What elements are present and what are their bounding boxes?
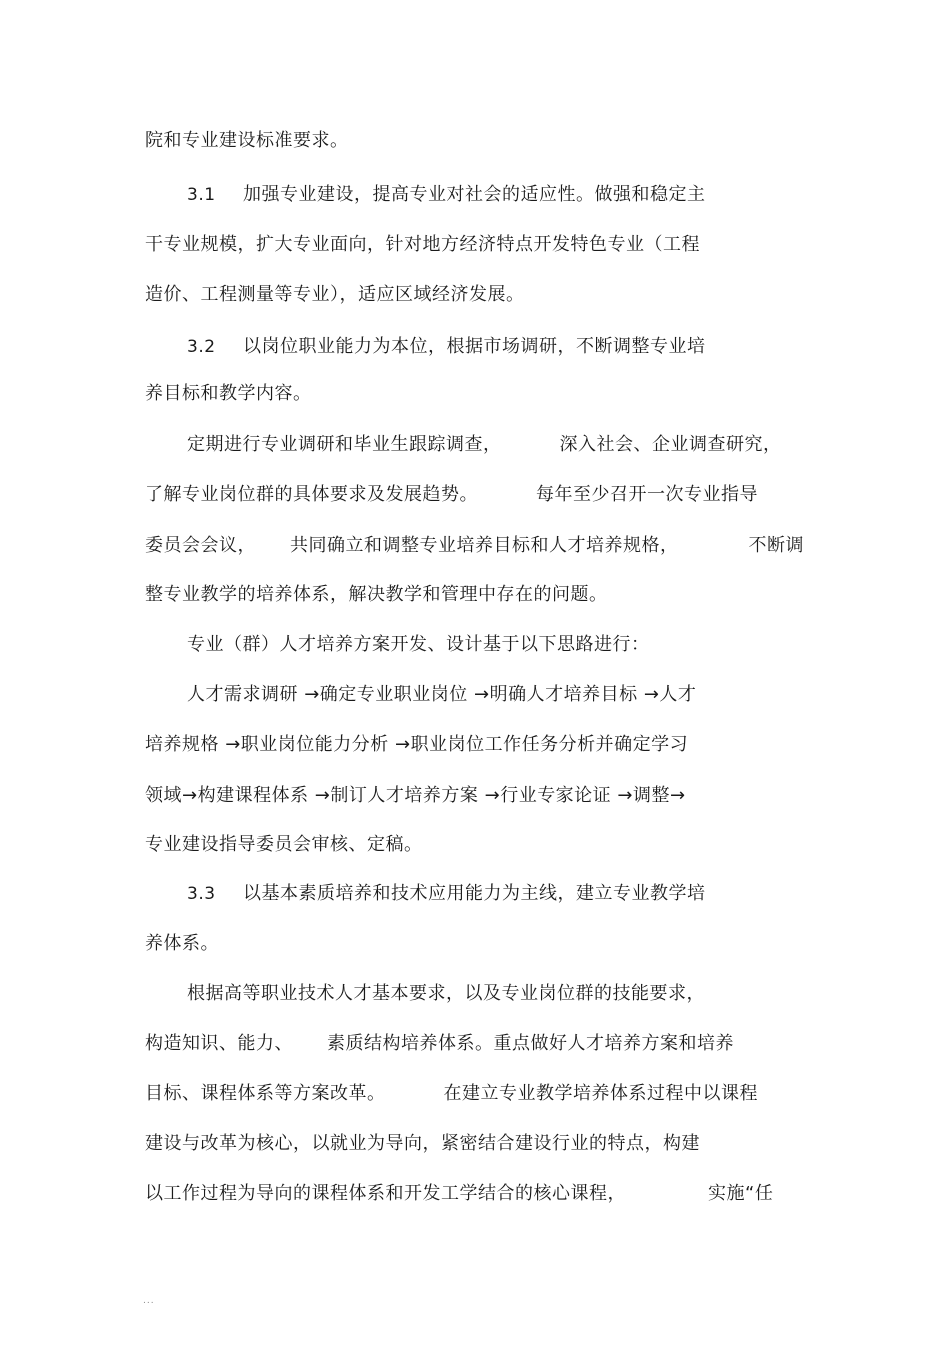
section-heading-3-3: 3.3 以基本素质培养和技术应用能力为主线，建立专业教学培 xyxy=(187,883,706,904)
paragraph-line: 建设与改革为核心，以就业为导向，紧密结合建设行业的特点，构建 xyxy=(145,1133,700,1154)
section-heading-3-1: 3.1 加强专业建设，提高专业对社会的适应性。做强和稳定主 xyxy=(187,184,706,205)
paragraph-line: 造价、工程测量等专业），适应区域经济发展。 xyxy=(145,284,525,305)
section-number: 3.2 xyxy=(187,337,216,357)
paragraph-line: 整专业教学的培养体系，解决教学和管理中存在的问题。 xyxy=(145,584,608,605)
paragraph-line: 养目标和教学内容。 xyxy=(145,383,312,404)
section-number: 3.3 xyxy=(187,884,216,904)
process-flow-line: 专业建设指导委员会审核、定稿。 xyxy=(145,834,423,855)
paragraph-line: 定期进行专业调研和毕业生跟踪调查， 深入社会、企业调查研究， xyxy=(187,434,782,455)
process-flow-line: 培养规格 →职业岗位能力分析 →职业岗位工作任务分析并确定学习 xyxy=(145,734,689,755)
paragraph-line: 目标、课程体系等方案改革。 在建立专业教学培养体系过程中以课程 xyxy=(145,1083,758,1104)
paragraph-line: 以工作过程为导向的课程体系和开发工学结合的核心课程， 实施“任 xyxy=(145,1183,774,1204)
paragraph-line: 专业（群）人才培养方案开发、设计基于以下思路进行： xyxy=(187,634,650,655)
process-flow-line: 人才需求调研 →确定专业职业岗位 →明确人才培养目标 →人才 xyxy=(187,684,697,705)
paragraph-line: 养体系。 xyxy=(145,933,219,954)
section-number: 3.1 xyxy=(187,185,216,205)
section-heading-3-2: 3.2 以岗位职业能力为本位，根据市场调研，不断调整专业培 xyxy=(187,336,706,357)
paragraph-line: 院和专业建设标准要求。 xyxy=(145,130,349,151)
paragraph-line: 构造知识、能力、 素质结构培养体系。重点做好人才培养方案和培养 xyxy=(145,1033,734,1054)
paragraph-line: 了解专业岗位群的具体要求及发展趋势。 每年至少召开一次专业指导 xyxy=(145,484,758,505)
paragraph-line: 委员会会议， 共同确立和调整专业培养目标和人才培养规格， 不断调 xyxy=(145,535,804,556)
footer-mark: ... xyxy=(143,1296,155,1306)
process-flow-line: 领域→构建课程体系 →制订人才培养方案 →行业专家论证 →调整→ xyxy=(145,785,686,806)
paragraph-line: 干专业规模，扩大专业面向，针对地方经济特点开发特色专业（工程 xyxy=(145,234,700,255)
paragraph-line: 根据高等职业技术人才基本要求，以及专业岗位群的技能要求， xyxy=(187,983,705,1004)
